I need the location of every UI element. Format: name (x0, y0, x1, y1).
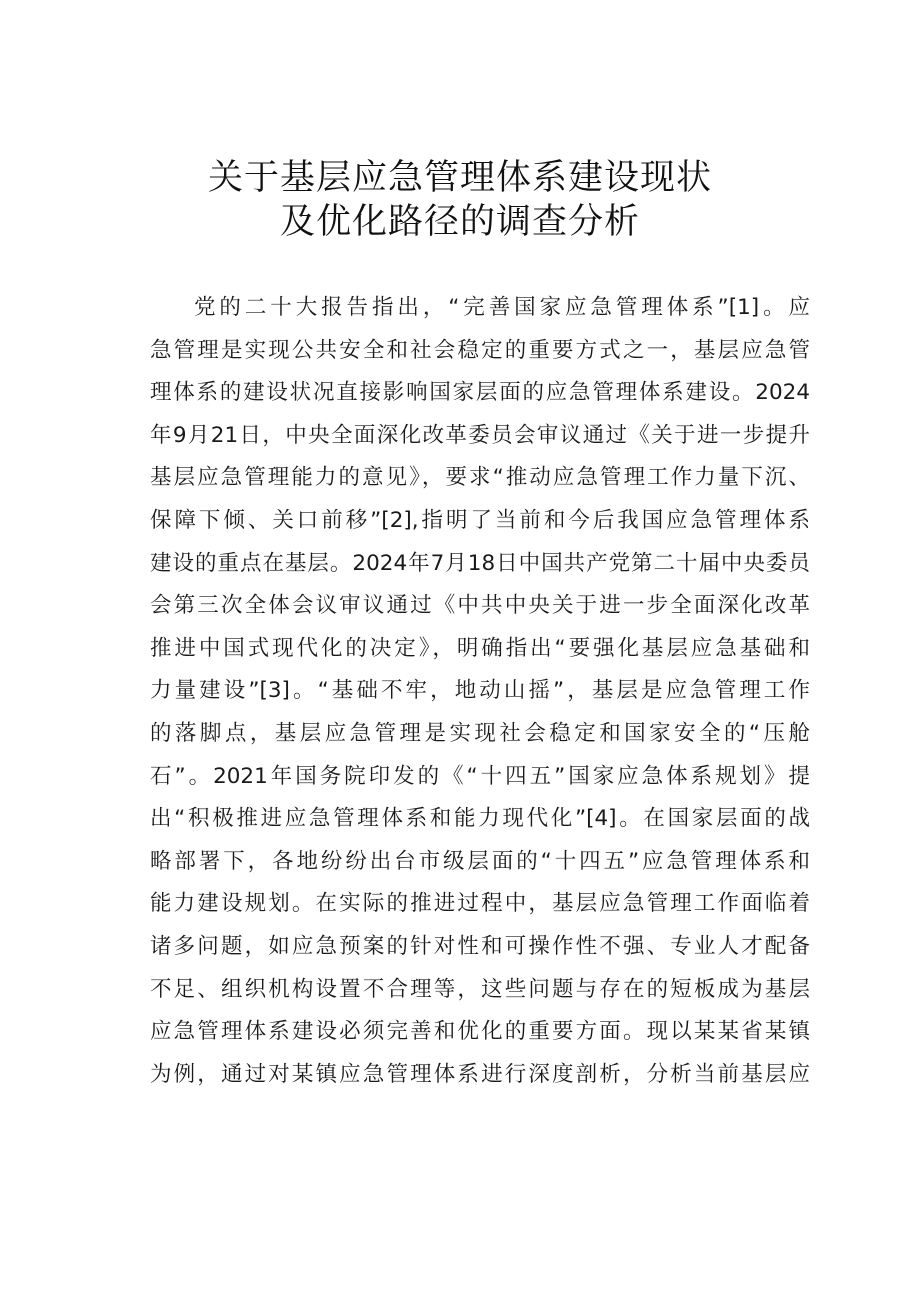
document-body (150, 287, 810, 1096)
body-line: 能力建设规划。在实际的推进过程中，基层应急管理工作面临着 (150, 891, 810, 917)
body-line: 建设的重点在基层。2024年7月18日中国共产党第二十届中央委员 (150, 550, 810, 576)
body-line: 力量建设”[3]。“基础不牢，地动山摇”，基层是应急管理工作 (150, 678, 810, 704)
body-line: 党的二十大报告指出，“完善国家应急管理体系”[1]。应 (194, 295, 810, 320)
document-title-line-2: 及优化路径的调查分析 (279, 202, 640, 242)
body-line: 保障下倾、关口前移”[2],指明了当前和今后我国应急管理体系 (150, 507, 810, 533)
body-line: 理体系的建设状况直接影响国家层面的应急管理体系建设。2024 (150, 380, 810, 406)
body-line: 不足、组织机构设置不合理等，这些问题与存在的短板成为基层 (150, 976, 810, 1002)
body-line: 诸多问题，如应急预案的针对性和可操作性不强、专业人才配备 (150, 933, 810, 959)
body-line: 基层应急管理能力的意见》，要求“推动应急管理工作力量下沉、 (150, 465, 810, 491)
body-line: 石”。2021年国务院印发的《“十四五”国家应急体系规划》提 (150, 763, 810, 789)
body-line: 的落脚点，基层应急管理是实现社会稳定和国家安全的“压舱 (150, 720, 810, 746)
body-line: 推进中国式现代化的决定》，明确指出“要强化基层应急基础和 (150, 635, 810, 661)
body-line: 急管理是实现公共安全和社会稳定的重要方式之一，基层应急管 (150, 337, 810, 363)
body-line: 年9月21日，中央全面深化改革委员会审议通过《关于进一步提升 (150, 422, 810, 448)
document-title-line-1: 关于基层应急管理体系建设现状 (207, 158, 712, 198)
body-line: 为例，通过对某镇应急管理体系进行深度剖析，分析当前基层应 (150, 1061, 810, 1087)
body-line: 应急管理体系建设必须完善和优化的重要方面。现以某某省某镇 (150, 1019, 810, 1045)
body-line: 出“积极推进应急管理体系和能力现代化”[4]。在国家层面的战 (150, 806, 810, 832)
body-line: 略部署下，各地纷纷出台市级层面的“十四五”应急管理体系和 (150, 848, 810, 874)
body-line: 会第三次全体会议审议通过《中共中央关于进一步全面深化改革 (150, 593, 810, 619)
